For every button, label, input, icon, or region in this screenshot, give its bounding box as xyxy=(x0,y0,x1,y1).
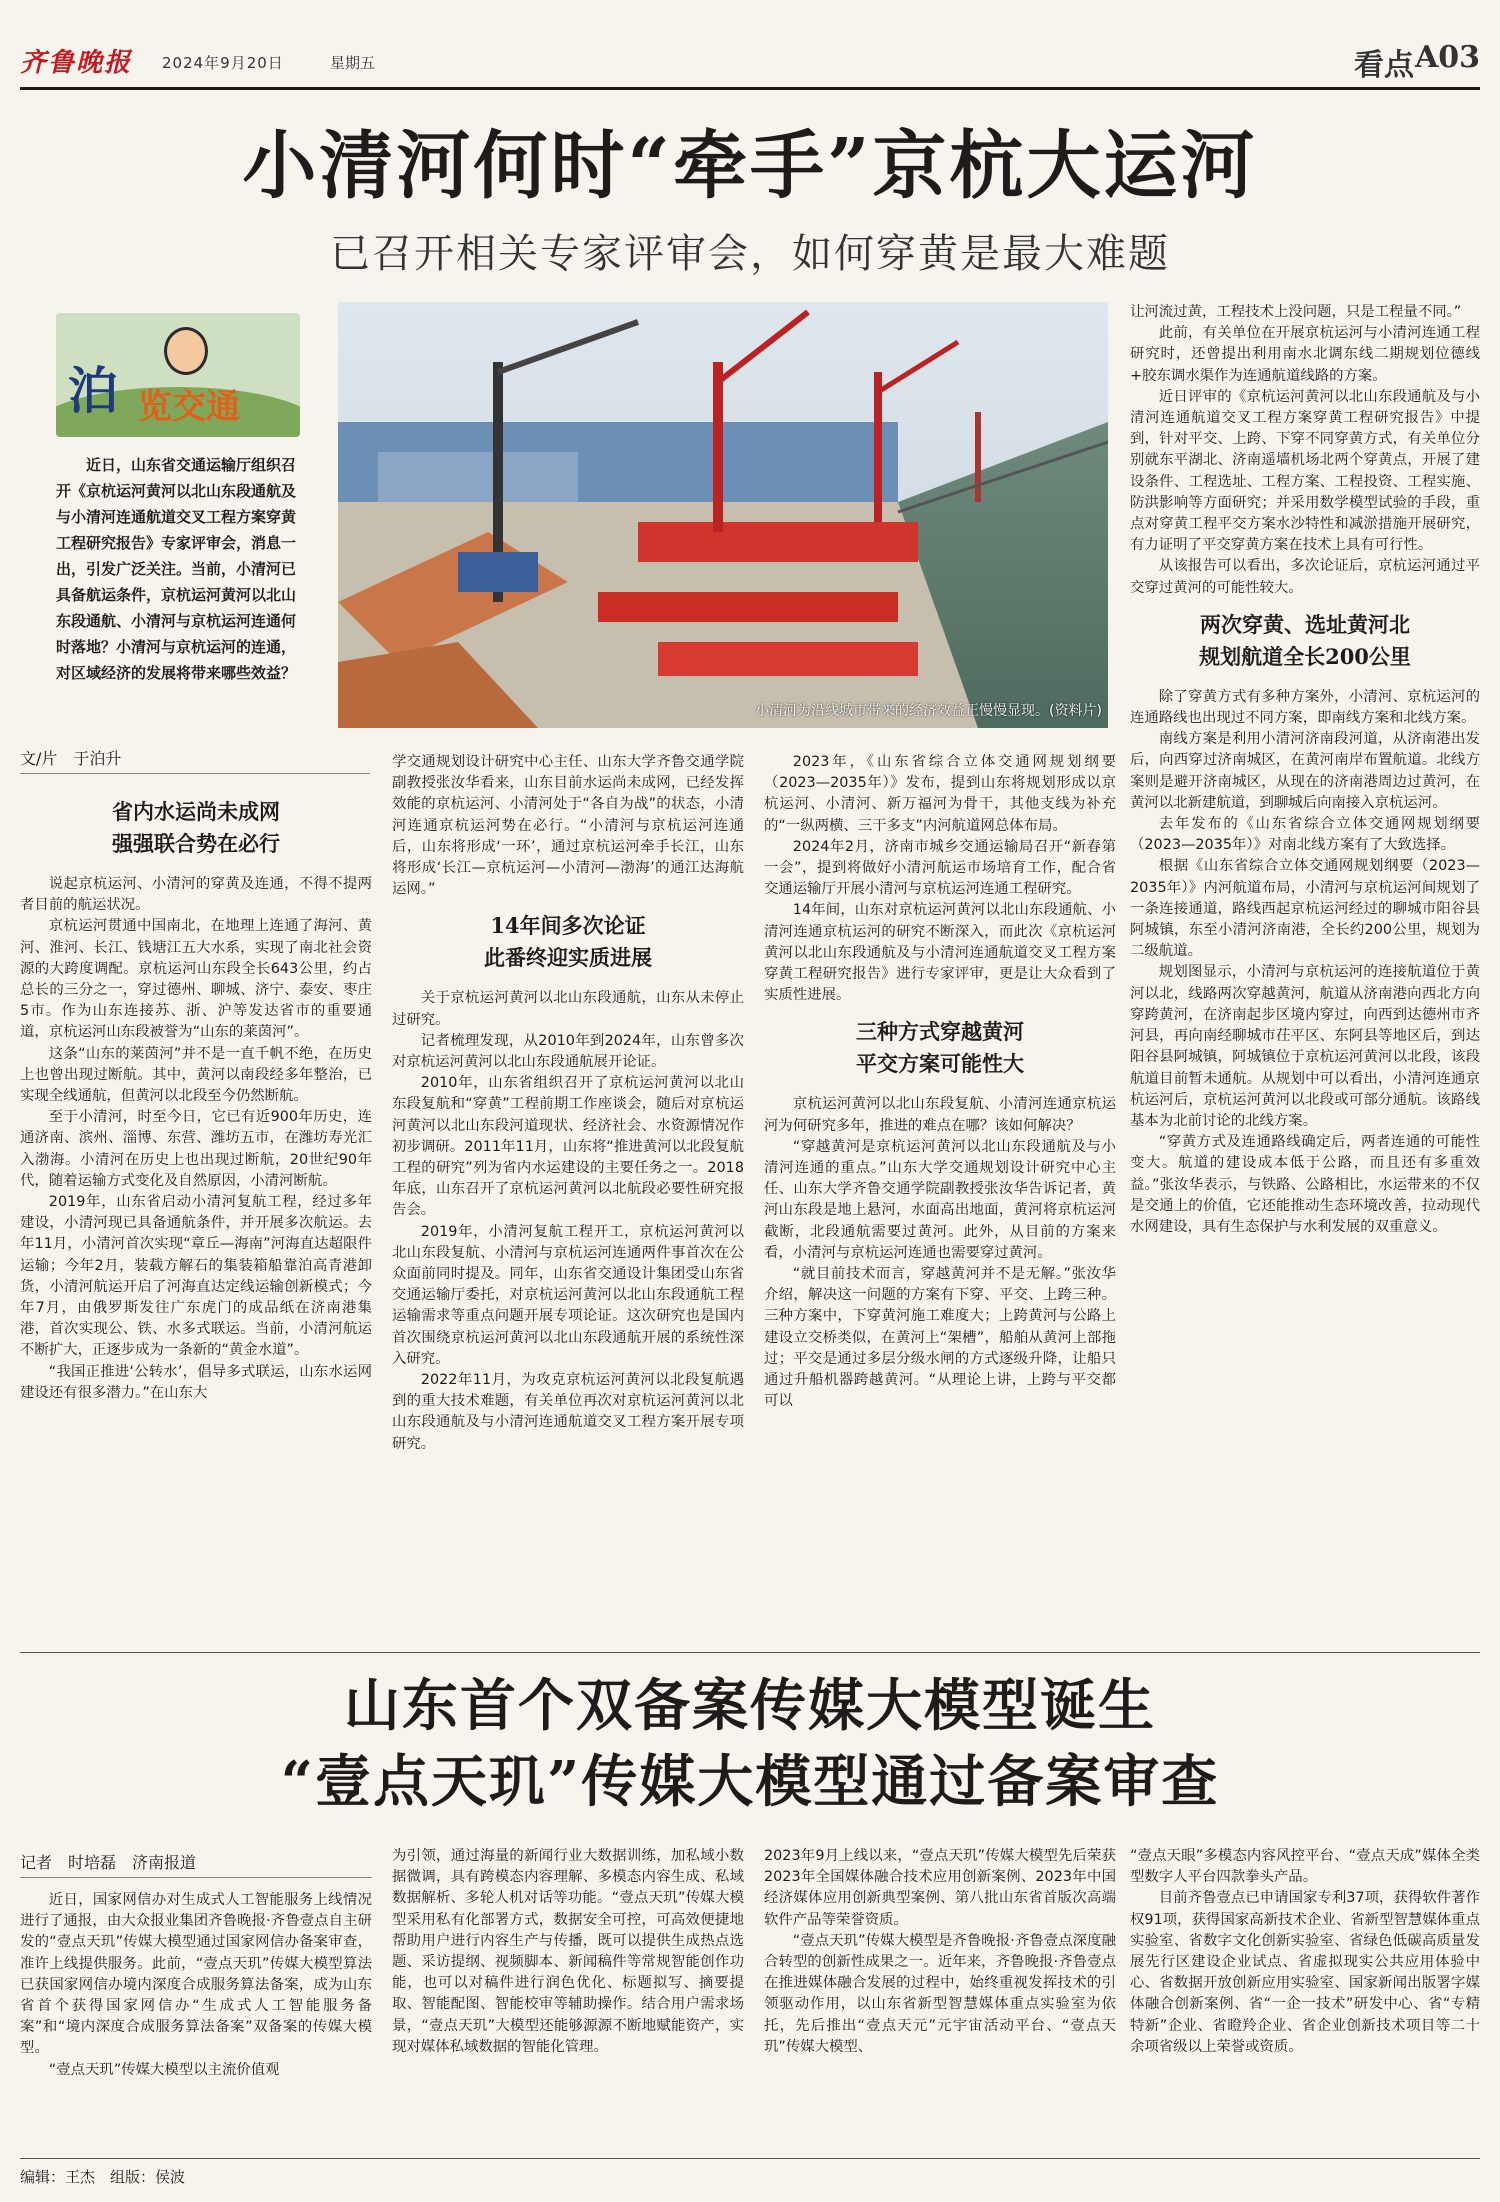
issue-date: 2024年9月20日 xyxy=(162,54,284,72)
article2-column-3 xyxy=(764,1846,1116,2058)
paragraph: 2023年，《山东省综合立体交通网规划纲要（2023—2035年）》发布，提到山东将规划形成以京杭运河、小清河、新万福河为骨干，其他支线为补充的“一纵两横、三干多支”内河航道网总体布局。 xyxy=(764,754,1116,834)
article-column-2 xyxy=(392,752,744,1455)
editor-credit: 编辑：王杰 组版：侯波 xyxy=(20,2168,186,2186)
paragraph: 根据《山东省综合立体交通网规划纲要（2023—2035年）》内河航道布局，小清河与京杭运河间规划了一条连接通道，路线西起京杭运河经过的聊城市阳谷县阿城镇，东至小清河济南港，全长约200公里，规划为二级航道。 xyxy=(1130,858,1480,960)
main-headline: 小清河何时“牵手”京杭大运河 xyxy=(242,123,1258,209)
avatar xyxy=(164,327,208,375)
issue-weekday: 星期五 xyxy=(330,54,376,72)
paragraph: 让河流过黄，工程技术上没问题，只是工程量不同。” xyxy=(1130,304,1462,320)
paragraph: 近日，国家网信办对生成式人工智能服务上线情况进行了通报，由大众报业集团齐鲁晚报·齐鲁壹点自主研发的“壹点天玑”传媒大模型通过国家网信办备案审查，准许上线提供服务。此前，“壹点天玑”传媒大模型算法已获国家网信办境内深度合成服务算法备案，成为山东省首个获得国家网信办“生成式人工智能服务备案”和“境内深度合成服务算法备案”双备案的传媒大模型。 xyxy=(20,1892,372,2057)
paragraph: 为引领，通过海量的新闻行业大数据训练，加私域小数据微调，具有跨模态内容理解、多模态内容生成、私域数据解析、多轮人机对话等功能。“壹点天玑”传媒大模型采用私有化部署方式，数据安全可控，可高效便捷地帮助用户进行内容生产与传播，既可以提供生成热点选题、采访提纲、视频脚本、新闻稿件等常规智能创作功能，也可以对稿件进行润色优化、标题拟写、摘要提取、智能配图、智能校审等辅助操作。结合用户需求场景，“壹点天玑”大模型还能够源源不断地赋能资产，实现对媒体私域数据的智能化管理。 xyxy=(392,1848,744,2055)
port-photo xyxy=(338,302,1108,728)
paragraph: 此前，有关单位在开展京杭运河与小清河连通工程研究时，还曾提出利用南水北调东线二期规划位德线+胶东调水渠作为连通航道线路的方案。 xyxy=(1130,325,1480,384)
paragraph: 说起京杭运河、小清河的穿黄及连通，不得不提两者目前的航运状况。 xyxy=(20,876,372,914)
column-logo-char: 泊 xyxy=(68,361,118,420)
column-logo xyxy=(56,313,300,437)
paragraph: 学交通规划设计研究中心主任、山东大学齐鲁交通学院副教授张汝华看来，山东目前水运尚未成网，已经发挥效能的京杭运河、小清河处于“各自为战”的状态，小清河连通京杭运河势在必行。“小清河与京杭运河连通后，山东将形成‘一环’，通过京杭运河牵手长江，山东将形成‘长江—京杭运河—小清河—渤海’的通江达海航运网。” xyxy=(392,754,744,898)
paragraph: “就目前技术而言，穿越黄河并不是无解。”张汝华介绍，解决这一问题的方案有下穿、平交、上跨三种。三种方案中，下穿黄河施工难度大；上跨黄河与公路上建设立交桥类似，在黄河上“架槽”，船舶从黄河上部拖过；平交是通过多层分级水闸的方式逐级升降，让船只通过升船机器跨越黄河。“从理论上讲，上跨与平交都可以 xyxy=(764,1266,1116,1410)
subheading: 14年间多次论证 此番终迎实质进展 xyxy=(484,913,652,971)
paragraph: 目前齐鲁壹点已申请国家专利37项，获得软件著作权91项，获得国家高新技术企业、省新型智慧媒体重点实验室、省数字文化创新实验室、省绿色低碳高质量发展先行区建设企业试点、省虚拟现实公共应用体验中心、省数据开放创新应用实验室、国家新闻出版署字媒体融合创新案例、省“一企一技术”研发中心、省“专精特新”企业、省瞪羚企业、省企业创新技术项目等二十余项省级以上荣誉或资质。 xyxy=(1130,1890,1480,2055)
second-headline: 山东首个双备案传媒大模型诞生 “壹点天玑”传媒大模型通过备案审查 xyxy=(280,1673,1220,1815)
paragraph: 近日评审的《京杭运河黄河以北山东段通航及与小清河连通航道交叉工程方案穿黄工程研究报告》中提到，针对平交、上跨、下穿不同穿黄方式，有关单位分别就东平湖北、济南遥墙机场北两个穿黄点，开展了建设条件、工程选址、工程方案、工程投资、工程实施、防洪影响等方面研究；并采用数学模型试验的手段，重点对穿黄工程平交方案水沙特性和减淤措施开展研究，有力证明了平交穿黄方案在技术上具有可行性。 xyxy=(1130,388,1480,554)
port-photo-illustration xyxy=(338,302,1108,728)
paragraph: 京杭运河黄河以北山东段复航、小清河连通京杭运河为何研究多年，推进的难点在哪？该如何解决？ xyxy=(764,1096,1116,1134)
footer-divider xyxy=(20,2158,1480,2159)
byline: 文/片 于泊升 xyxy=(20,746,370,774)
paragraph: 京杭运河贯通中国南北，在地理上连通了海河、黄河、淮河、长江、钱塘江五大水系，实现了南北社会资源的大跨度调配。京杭运河山东段全长643公里，约占总长的三分之一，穿过德州、聊城、济宁、泰安、枣庄5市。作为山东连接苏、浙、沪等发达省市的重要通道，京杭运河山东段被誉为“山东的莱茵河”。 xyxy=(20,918,372,1041)
paragraph: 规划图显示，小清河与京杭运河的连接航道位于黄河以北，线路两次穿越黄河，航道从济南港向西北方向穿跨黄河，在济南起步区境内穿过，向西到达德州市齐河县，再向南经聊城市茌平区、东阿县等地区后，到达阳谷县阿城镇，阿城镇位于京杭运河黄河以北段，该段航道目前暂未通航。从规划中可以看出，小清河连通京杭运河后，京杭运河黄河以北段或可部分通航。该路线基本为北前讨论的北线方案。 xyxy=(1130,964,1480,1129)
page-number: A03 xyxy=(1414,40,1480,75)
paragraph: “壹点天玑”传媒大模型是齐鲁晚报·齐鲁壹点深度融合转型的创新性成果之一。近年来，齐鲁晚报·齐鲁壹点在推进媒体融合发展的过程中，始终重视发挥技术的引领驱动作用，以山东省新型智慧媒体重点实验室为依托，先后推出“壹点天元”元宇宙活动平台、“壹点天玑”传媒大模型、 xyxy=(764,1932,1116,2055)
paragraph: 14年间，山东对京杭运河黄河以北山东段通航、小清河连通京杭运河的研究不断深入，而此次《京杭运河黄河以北山东段通航及与小清河连通航道交叉工程方案穿黄工程研究报告》进行专家评审，更是让大众看到了实质性进展。 xyxy=(764,902,1116,1004)
paragraph: 记者梳理发现，从2010年到2024年，山东曾多次对京杭运河黄河以北山东段通航展开论证。 xyxy=(392,1032,744,1071)
paragraph: “壹点天眼”多模态内容风控平台、“壹点天成”媒体全类型数字人平台四款拳头产品。 xyxy=(1130,1848,1480,1886)
main-subheadline: 已召开相关专家评审会，如何穿黄是最大难题 xyxy=(330,231,1170,277)
subheading: 三种方式穿越黄河 平交方案可能性大 xyxy=(856,1019,1024,1077)
paragraph: “壹点天玑”传媒大模型以主流价值观 xyxy=(48,2061,280,2078)
paragraph: 去年发布的《山东省综合立体交通网规划纲要（2023—2035年）》对南北线方案有了大致选择。 xyxy=(1130,816,1480,854)
subheading: 省内水运尚未成网 强强联合势在必行 xyxy=(112,799,280,856)
paragraph: “穿越黄河是京杭运河黄河以北山东段通航及与小清河连通的重点。”山东大学交通规划设计研究中心主任、山东大学齐鲁交通学院副教授张汝华告诉记者，黄河山东段是地上悬河，水面高出地面，黄河将京杭运河截断，北段通航需要过黄河。此外，从目前的方案来看，小清河与京杭运河连通也需要穿过黄河。 xyxy=(764,1138,1116,1261)
byline: 记者 时培磊 济南报道 xyxy=(20,1850,372,1878)
paragraph: 除了穿黄方式有多种方案外，小清河、京杭运河的连通路线也出现过不同方案，即南线方案和北线方案。 xyxy=(1130,688,1480,727)
paragraph: 2019年，山东省启动小清河复航工程，经过多年建设，小清河现已具备通航条件，并开展多次航运。去年11月，小清河首次实现“章丘—海南”河海直达超限件运输；今年2月，装载方解石的集装箱船靠泊高青港卸货，小清河航运开启了河海直达定线运输创新模式；今年7月，由俄罗斯发往广东虎门的成品纸在济南港集港，首次实现公、铁、水多式联运。当前，小清河航运不断扩大，正逐步成为一条新的“黄金水道”。 xyxy=(20,1194,372,1359)
article-column-4 xyxy=(1130,302,1480,1238)
subheading: 两次穿黄、选址黄河北 规划航道全长200公里 xyxy=(1199,611,1411,669)
paragraph: 2019年，小清河复航工程开工，京杭运河黄河以北山东段复航、小清河与京杭运河连通两件事首次在公众面前同时提及。同年，山东省交通设计集团受山东省交通运输厅委托，对京杭运河黄河以北山东段通航工程运输需求等重点问题开展专项论证。这次研究也是国内首次围绕京杭运河黄河以北山东段通航开展的系统性深入研究。 xyxy=(392,1223,744,1367)
story-divider xyxy=(20,1652,1480,1653)
paragraph: 这条“山东的莱茵河”并不是一直千帆不绝，在历史上也曾出现过断航。其中，黄河以南段经多年整治，已实现全线通航，但黄河以北段至今仍然断航。 xyxy=(20,1045,372,1105)
paragraph: 2022年11月，为攻克京杭运河黄河以北段复航遇到的重大技术难题，有关单位再次对京杭运河黄河以北山东段通航及与小清河连通航道交叉工程方案开展专项研究。 xyxy=(392,1372,744,1452)
paragraph: 2023年9月上线以来，“壹点天玑”传媒大模型先后荣获2023年全国媒体融合技术应用创新案例、2023年中国经济媒体应用创新典型案例、第八批山东省首版次高端软件产品等荣誉资质。 xyxy=(764,1848,1116,1928)
section-name: 看点 xyxy=(1354,48,1414,83)
paragraph: 2010年，山东省组织召开了京杭运河黄河以北山东段复航和“穿黄”工程前期工作座谈会，随后对京杭运河黄河以北山东段河道现状、经济社会、水资源情况作初步调研。2011年11月，山东将“推进黄河以北段复航工程的研究”列为省内水运建设的主要任务之一。2018年底，山东召开了京杭运河黄河以北航段必要性研究报告会。 xyxy=(392,1075,744,1219)
lead-paragraph: 近日，山东省交通运输厅组织召开《京杭运河黄河以北山东段通航及与小清河连通航道交叉工程方案穿黄工程研究报告》专家评审会，消息一出，引发广泛关注。当前，小清河已具备航运条件，京杭运河黄河以北山东段通航、小清河与京杭运河连通何时落地？小清河与京杭运河的连通，对区域经济的发展将带来哪些效益？ xyxy=(56,456,297,682)
paragraph: 从该报告可以看出，多次论证后，京杭运河通过平交穿过黄河的可能性较大。 xyxy=(1130,558,1480,596)
paragraph: “我国正推进‘公转水’，倡导多式联运，山东水运网建设还有很多潜力。”在山东大 xyxy=(20,1363,372,1401)
paragraph: 至于小清河，时至今日，它已有近900年历史，连通济南、滨州、淄博、东营、潍坊五市，在潍坊寿光汇入渤海。小清河在历史上也出现过断航，20世纪90年代，随着运输方式变化及自然原因，小清河断航。 xyxy=(20,1109,372,1189)
article2-column-2 xyxy=(392,1846,744,2058)
column-logo-text: 览交通 xyxy=(138,387,240,427)
article-column-3 xyxy=(764,752,1116,1412)
masthead xyxy=(20,40,1480,90)
paragraph: 南线方案是利用小清河济南段河道，从济南港出发后，向西穿过济南城区，在黄河南岸布置航道。北线方案则是避开济南城区，从现在的济南港周边过黄河，在黄河以北新建航道，到聊城后向南接入京杭运河。 xyxy=(1130,731,1480,811)
newspaper-logo: 齐鲁晚报 xyxy=(20,48,133,78)
article2-column-1 xyxy=(20,1890,372,2081)
article-column-1 xyxy=(20,786,372,1404)
photo-caption: 小清河为沿线城市带来的经济效益正慢慢显现。(资料片) xyxy=(755,703,1102,719)
article2-column-4 xyxy=(1130,1846,1480,2058)
paragraph: 2024年2月，济南市城乡交通运输局召开“新春第一会”，提到将做好小清河航运市场培育工作，配合省交通运输厅开展小清河与京杭运河连通工程研究。 xyxy=(764,838,1116,898)
paragraph: 关于京杭运河黄河以北山东段通航，山东从未停止过研究。 xyxy=(392,990,744,1028)
paragraph: “穿黄方式及连通路线确定后，两者连通的可能性变大。航道的建设成本低于公路，而且还有多重效益。”张汝华表示，与铁路、公路相比，水运带来的不仅是交通上的价值，它还能推动生态环境改善，拉动现代水网建设，具有生态保护与水利发展的双重意义。 xyxy=(1130,1134,1480,1235)
